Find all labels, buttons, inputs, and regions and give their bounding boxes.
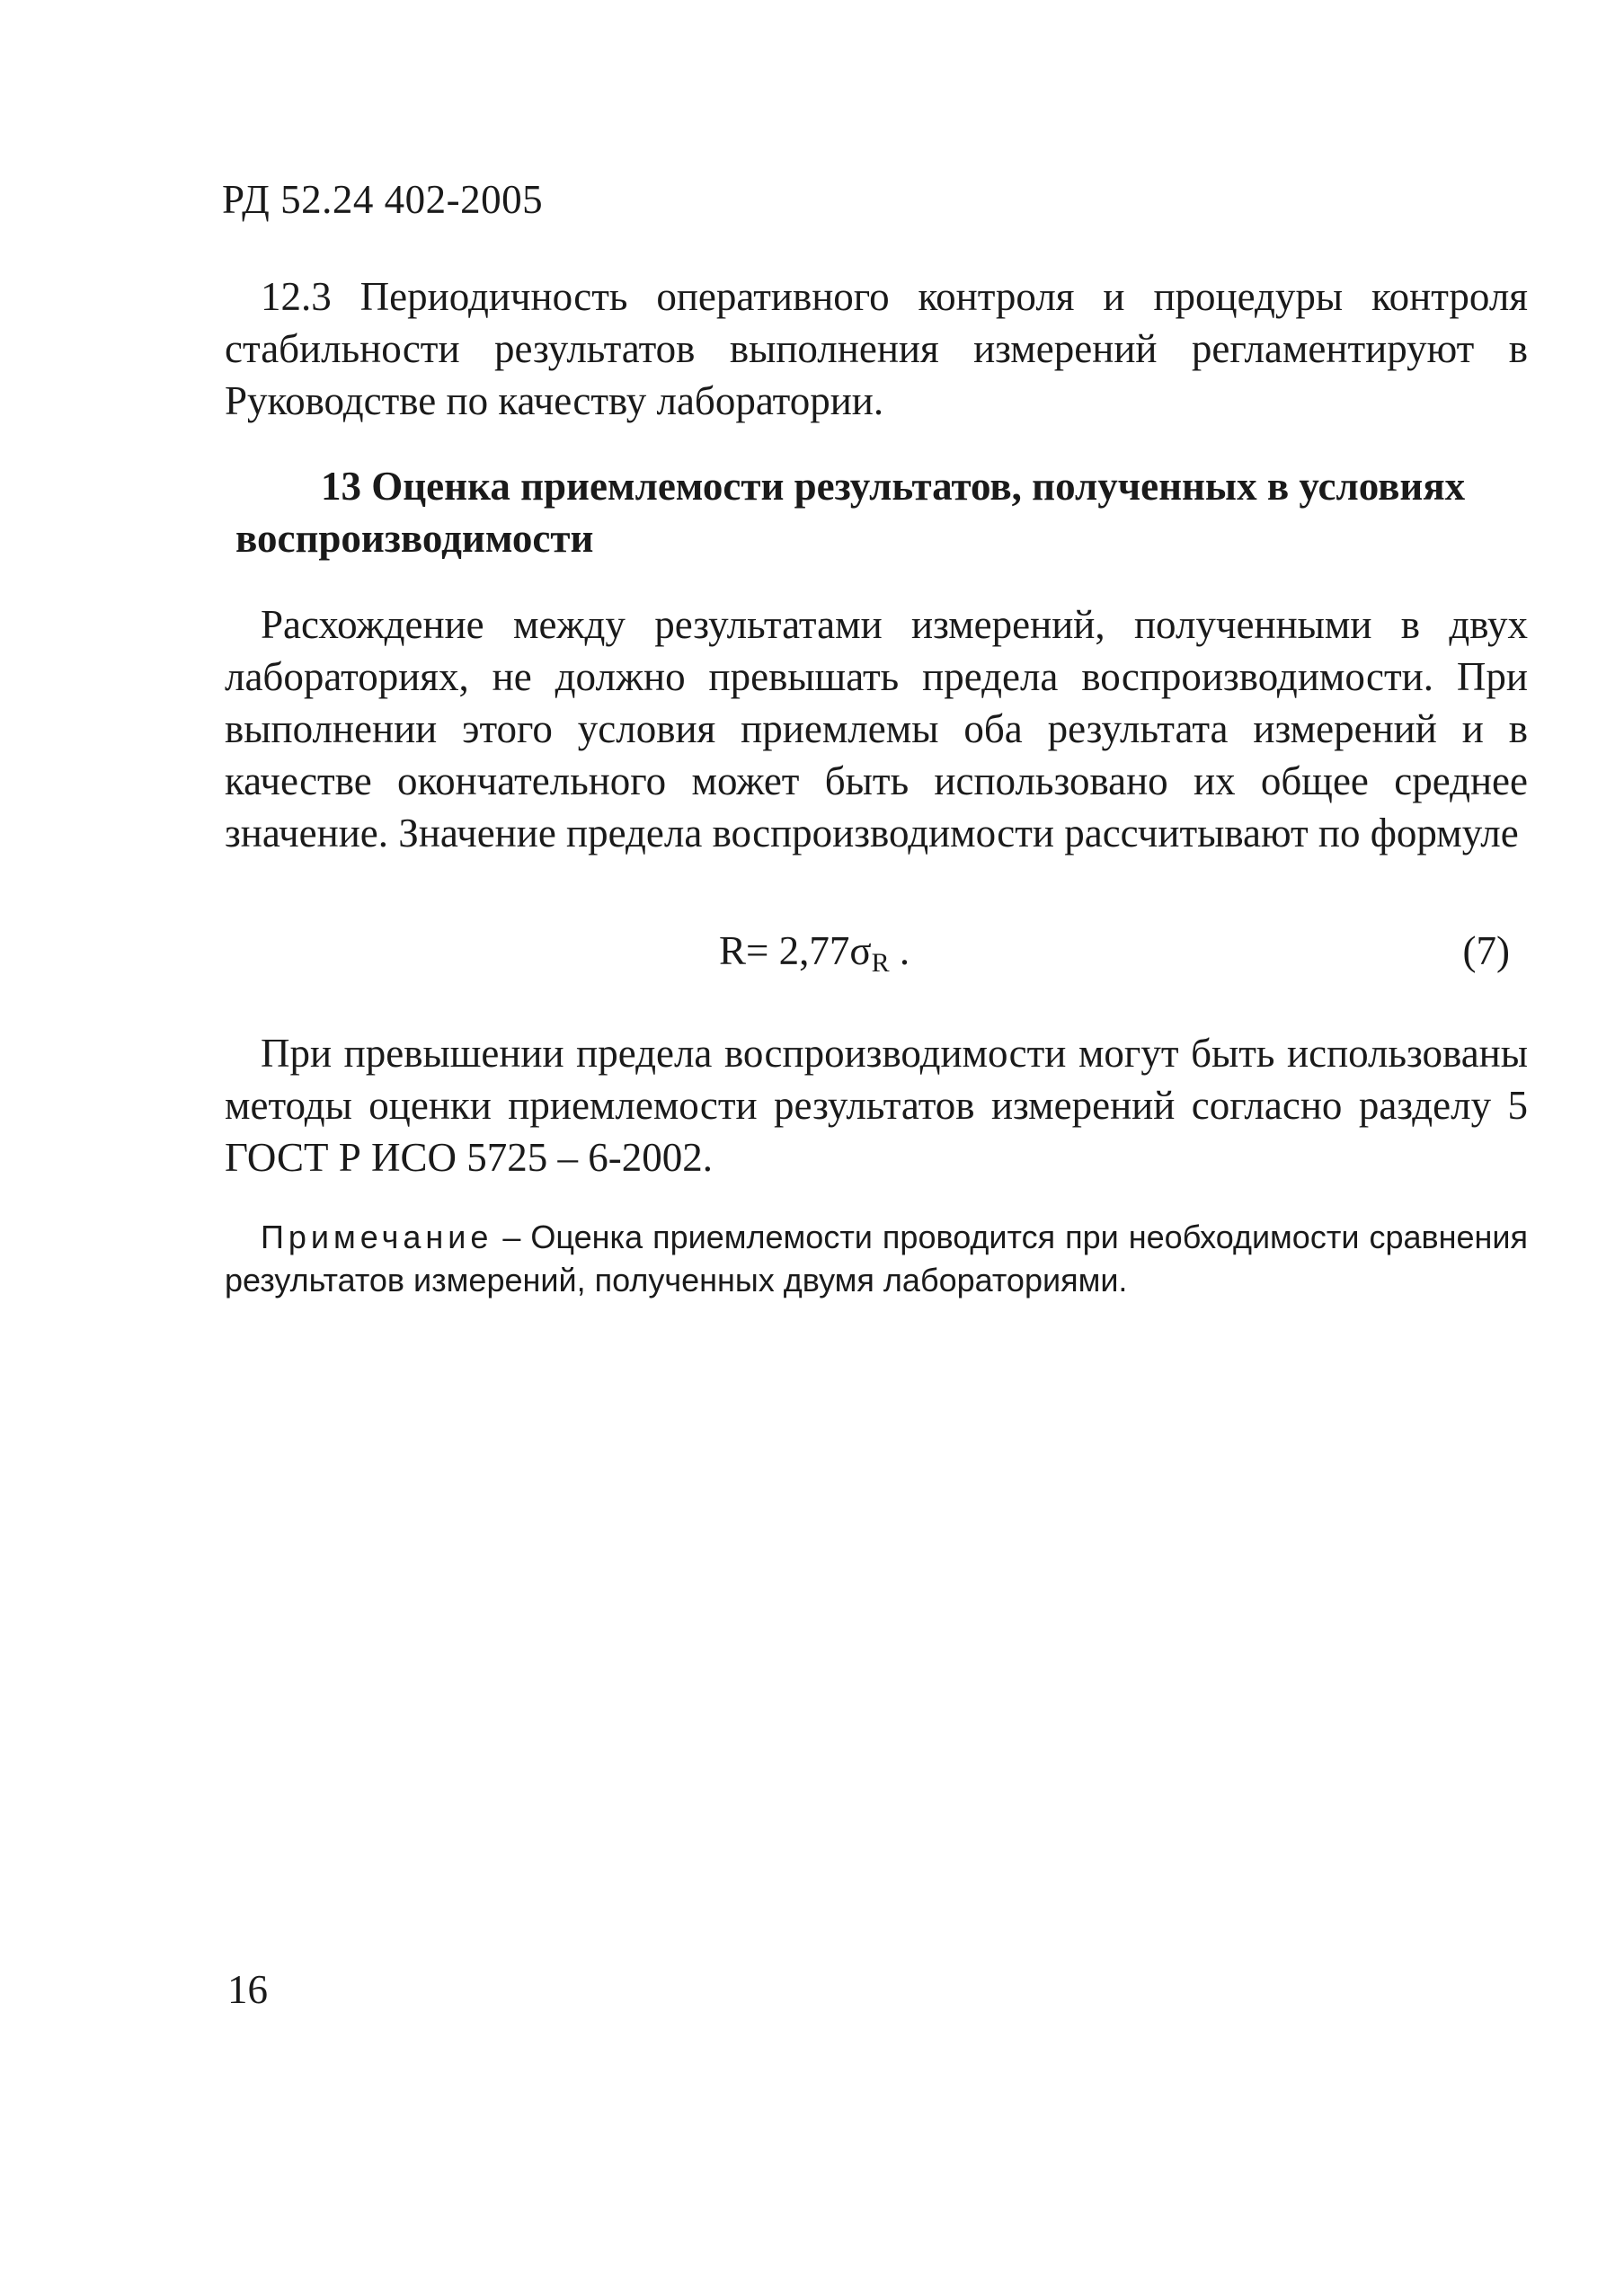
note-text: – Оценка приемлемости проводится при необходимости сравнения результатов измерений, полученных двумя лабораториями. [225,1219,1528,1299]
formula-subscript: R [871,948,890,978]
note-label: Примечание [261,1219,493,1255]
note [225,1216,1528,1302]
formula-lhs: R= 2,77σ [719,928,872,973]
paragraph-12-3: 12.3 Периодичность оперативного контроля и процедуры контроля стабильности результатов выполнения измерений регламентируют в Руководстве по качеству лаборатории. [225,274,1528,423]
document-code: РД 52.24 402-2005 [222,177,544,222]
formula-trailing: . [889,928,910,973]
paragraph-reproducibility: Расхождение между результатами измерений, полученными в двух лабораториях, не должно превышать предела воспроизводимости. При выполнении этого условия приемлемы оба результата измерений и в качестве окончательного может быть использовано их общее среднее значение. Значение предела воспроизводимости рассчитывают по формуле [225,602,1528,855]
page-number: 16 [227,1967,268,2012]
formula-number: (7) [1462,928,1510,973]
formula-expression [719,927,910,979]
formula-7 [225,927,1528,981]
section-13-heading: 13 Оценка приемлемости результатов, полученных в условиях воспроизводимости [235,464,1466,561]
paragraph-exceed: При превышении предела воспроизводимости могут быть использованы методы оценки приемлемости результатов измерений согласно разделу 5 ГОСТ Р ИСО 5725 – 6-2002. [225,1031,1528,1180]
